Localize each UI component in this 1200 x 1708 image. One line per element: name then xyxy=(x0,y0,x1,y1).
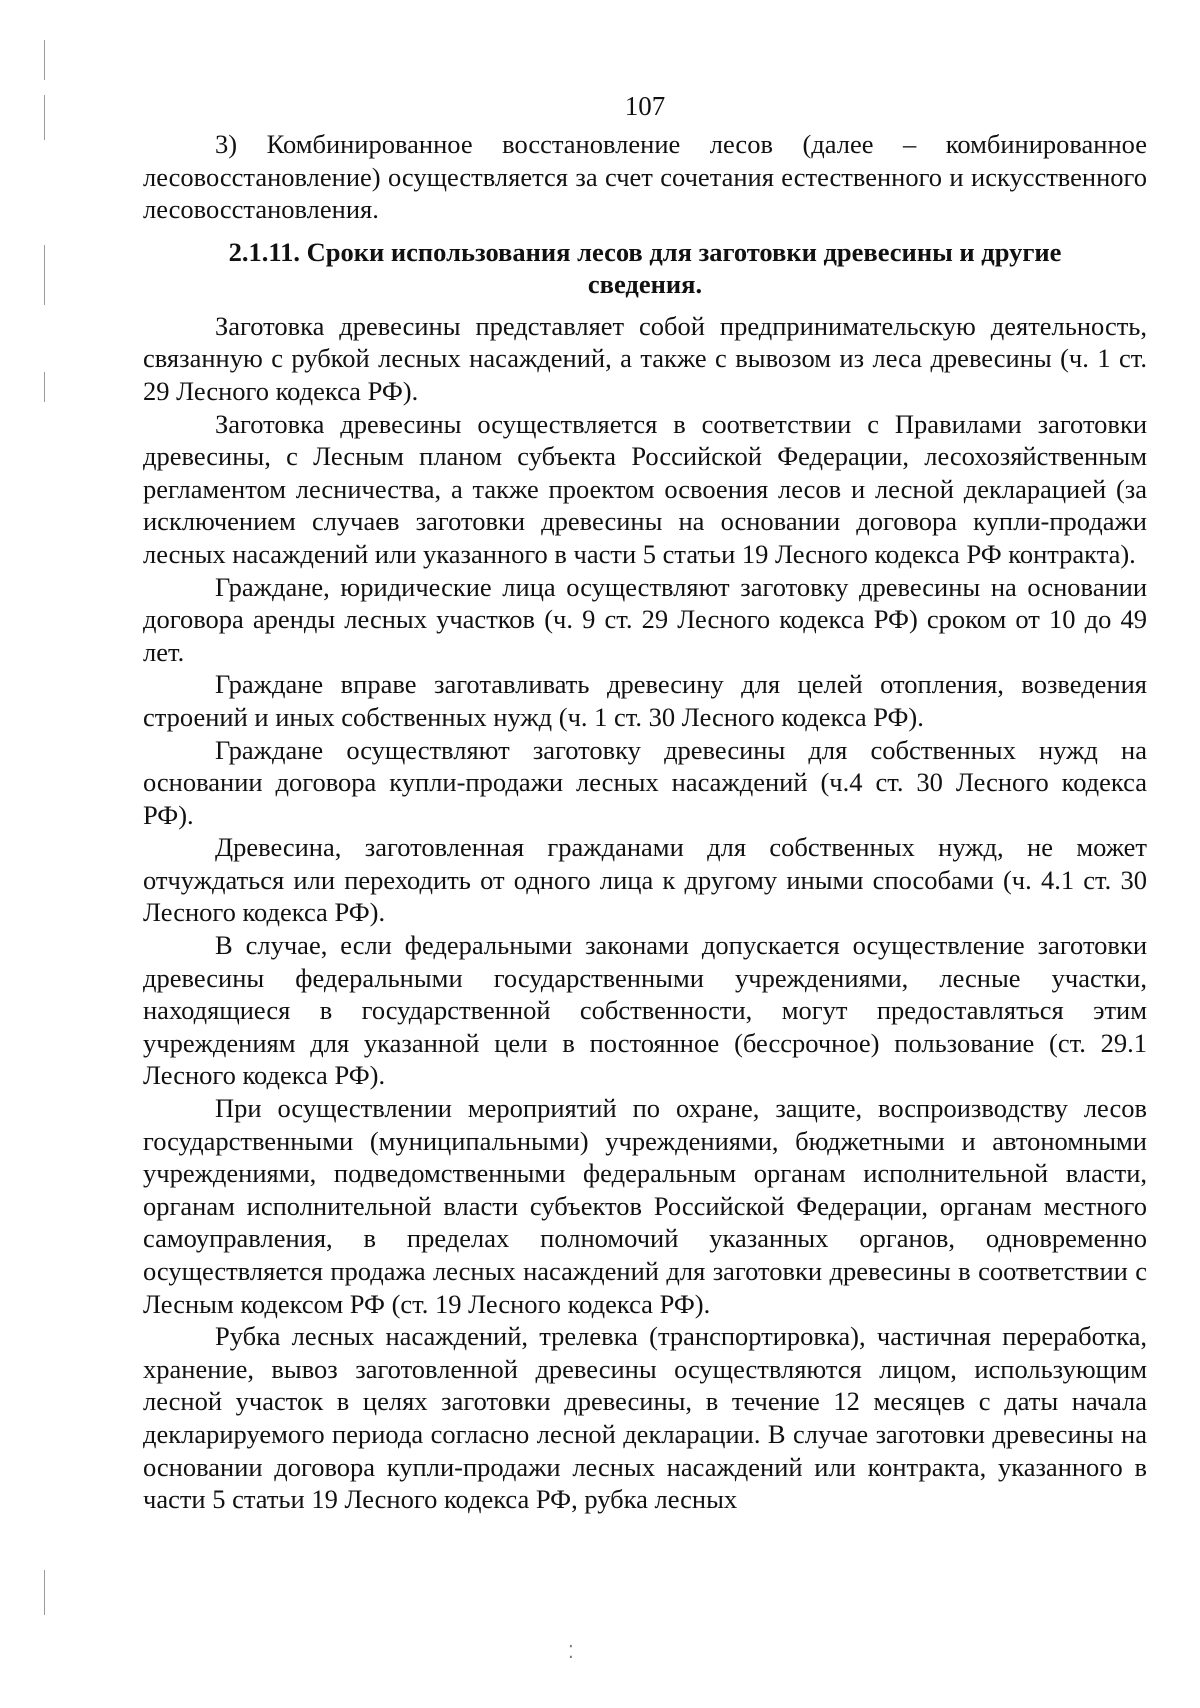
paragraph: Граждане вправе заготавливать древесину для целей отопления, возведения строений и иных собственных нужд (ч. 1 ст. 30 Лесного кодекса РФ). xyxy=(143,669,1147,732)
paragraph: В случае, если федеральными законами допускается осуществление заготовки древесины федеральными государственными учреждениями, лесные участки, находящиеся в государственной собственности, могут предоставляться этим учреждениям для указанной цели в постоянное (бессрочное) пользование (ст. 29.1 Лесного кодекса РФ). xyxy=(143,930,1147,1091)
paragraph: Граждане осуществляют заготовку древесины для собственных нужд на основании договора купли-продажи лесных насаждений (ч.4 ст. 30 Лесного кодекса РФ). xyxy=(143,734,1147,830)
scan-smudge-mark: ⁚ xyxy=(568,1642,574,1663)
paragraph: При осуществлении мероприятий по охране, защите, воспроизводству лесов государственными (муниципальными) учреждениями, бюджетными и автономными учреждениями, подведомственными федеральным органам исполнительной власти, органам исполнительной власти субъектов Российской Федерации, органам местного самоуправления, в пределах полномочий указанных органов, одновременно осуществляется продажа лесных насаждений для заготовки древесины в соответствии с Лесным кодексом РФ (ст. 19 Лесного кодекса РФ). xyxy=(143,1093,1147,1319)
paragraph: Рубка лесных насаждений, трелевка (транспортировка), частичная переработка, хранение, вывоз заготовленной древесины осуществляются лицом, использующим лесной участок в целях заготовки древесины, в течение 12 месяцев с даты начала декларируемого периода согласно лесной декларации. В случае заготовки древесины на основании договора купли-продажи лесных насаждений или контракта, указанного в части 5 статьи 19 Лесного кодекса РФ, рубка лесных xyxy=(143,1321,1147,1515)
scan-edge-mark xyxy=(44,372,45,402)
scan-edge-mark xyxy=(44,40,45,80)
paragraph: Древесина, заготовленная гражданами для собственных нужд, не может отчуждаться или переходить от одного лица к другому иными способами (ч. 4.1 ст. 30 Лесного кодекса РФ). xyxy=(143,832,1147,928)
paragraph: 3) Комбинированное восстановление лесов (далее – комбинированное лесовосстановление) осуществляется за счет сочетания естественного и искусственного лесовосстановления. xyxy=(143,129,1147,225)
paragraph: Заготовка древесины осуществляется в соответствии с Правилами заготовки древесины, с Лесным планом субъекта Российской Федерации, лесохозяйственным регламентом лесничества, а также проектом освоения лесов и лесной декларацией (за исключением случаев заготовки древесины на основании договора купли-продажи лесных насаждений или указанного в части 5 статьи 19 Лесного кодекса РФ контракта). xyxy=(143,408,1147,569)
scan-edge-mark xyxy=(44,95,45,140)
paragraph: Заготовка древесины представляет собой предпринимательскую деятельность, связанную с рубкой лесных насаждений, а также с вывозом из леса древесины (ч. 1 ст. 29 Лесного кодекса РФ). xyxy=(143,310,1147,406)
scan-edge-mark xyxy=(44,1570,45,1615)
document-page xyxy=(143,90,1147,1516)
section-heading: 2.1.11. Сроки использования лесов для заготовки древесины и другие сведения. xyxy=(228,236,1062,299)
page-number: 107 xyxy=(624,91,666,121)
scan-edge-mark xyxy=(44,245,45,305)
paragraph: Граждане, юридические лица осуществляют заготовку древесины на основании договора аренды лесных участков (ч. 9 ст. 29 Лесного кодекса РФ) сроком от 10 до 49 лет. xyxy=(143,571,1147,667)
